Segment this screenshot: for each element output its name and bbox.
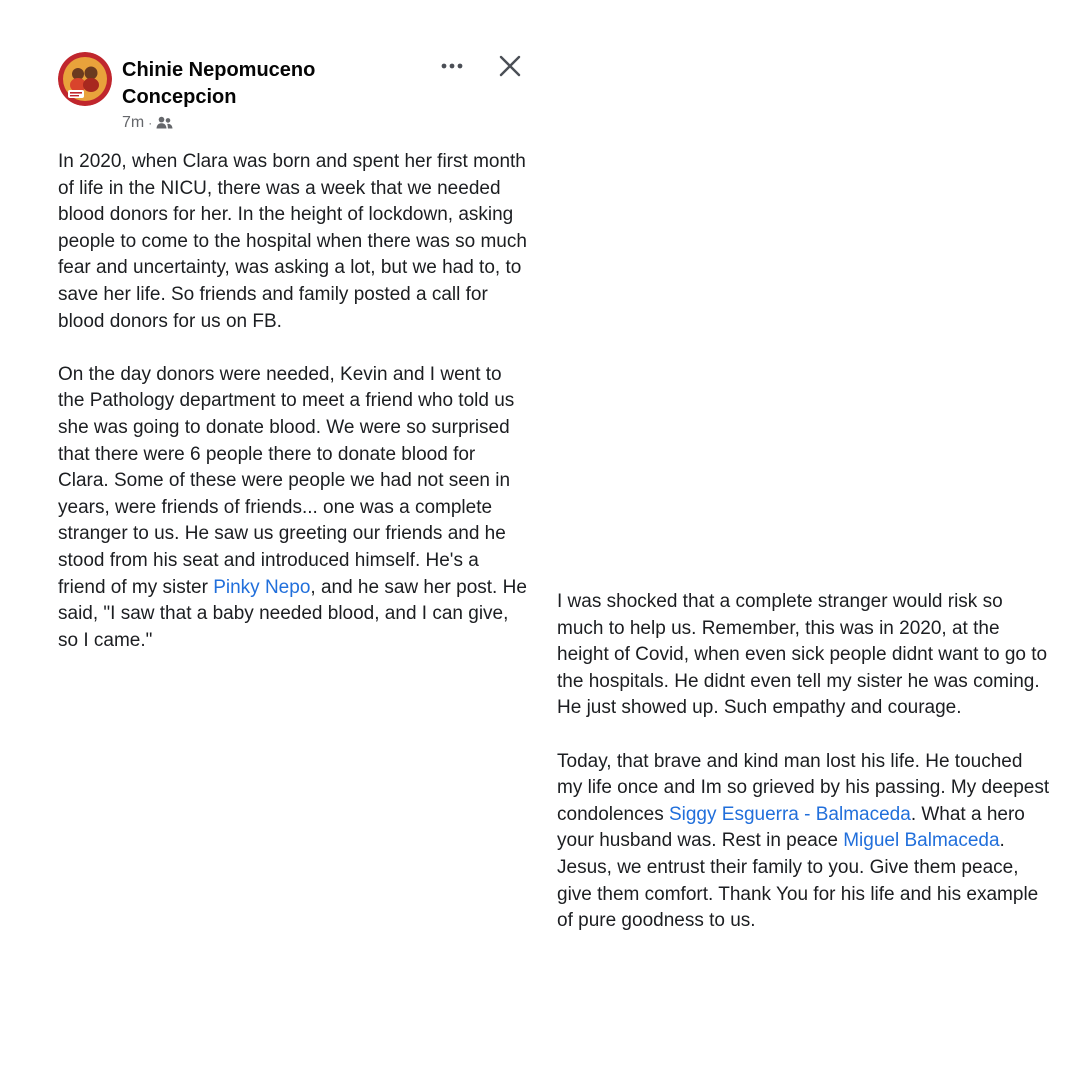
paragraph-2-text-before: On the day donors were needed, Kevin and I went to the Pathology department to meet a friend who told us she was going to donate blood. We were so surprised that there were 6 people there to donate blood for Clara. Some of these were people we had not seen in years, were friends of friends... one was a complete stranger to us. He saw us greeting our friends and he stood from his seat and introduced himself. He's a friend of my sister bbox=[58, 363, 515, 598]
post-text-left bbox=[58, 149, 530, 654]
post-paragraph-3: I was shocked that a complete stranger would risk so much to help us. Remember, this was in 2020, at the height of Covid, when even sick people didnt want to go to the hospitals. He didnt even tell my sister he was coming. He just showed up. Such empathy and courage. bbox=[557, 591, 1048, 719]
author-avatar[interactable] bbox=[58, 52, 112, 106]
author-name[interactable]: Chinie Nepomuceno Concepcion bbox=[122, 59, 316, 108]
more-options-icon bbox=[440, 63, 464, 69]
more-options-button[interactable] bbox=[436, 54, 468, 78]
post-text-right bbox=[557, 589, 1051, 935]
paragraph-4-text-3: . Jesus, we entrust their family to you. Give them peace, give them comfort. Thank You for his life and his example of pure goodness to us. bbox=[557, 830, 1039, 932]
post-paragraph-1: In 2020, when Clara was born and spent her first month of life in the NICU, there was a week that we needed blood donors for her. In the height of lockdown, asking people to come to the hospital when there was so much fear and uncertainty, was asking a lot, but we had to, to save her life. So friends and family posted a call for blood donors for us on FB. bbox=[58, 151, 527, 332]
meta-separator: · bbox=[148, 116, 153, 130]
mention-siggy-esguerra-balmaceda[interactable]: Siggy Esguerra - Balmaceda bbox=[668, 803, 911, 825]
avatar-image bbox=[58, 52, 112, 106]
mention-miguel-balmaceda[interactable]: Miguel Balmaceda bbox=[843, 830, 1000, 852]
close-button[interactable] bbox=[496, 52, 524, 80]
friends-icon[interactable] bbox=[156, 116, 173, 130]
paragraph-4-text-1: Today, that brave and kind man lost his life. He touched my life once and Im so grieved by his passing. My deepest condolences bbox=[557, 750, 1050, 825]
close-icon bbox=[498, 54, 522, 78]
post-meta bbox=[122, 113, 173, 133]
paragraph-4-text-2: . What a hero your husband was. Rest in peace bbox=[557, 803, 1025, 852]
mention-pinky-nepo[interactable]: Pinky Nepo bbox=[213, 576, 311, 598]
post-paragraph-2 bbox=[58, 362, 530, 655]
paragraph-2-text-after: , and he saw her post. He said, "I saw that a baby needed blood, and I can give, so I came." bbox=[58, 576, 527, 651]
post-timestamp[interactable]: 7m bbox=[122, 114, 145, 131]
post-paragraph-4 bbox=[557, 749, 1051, 935]
